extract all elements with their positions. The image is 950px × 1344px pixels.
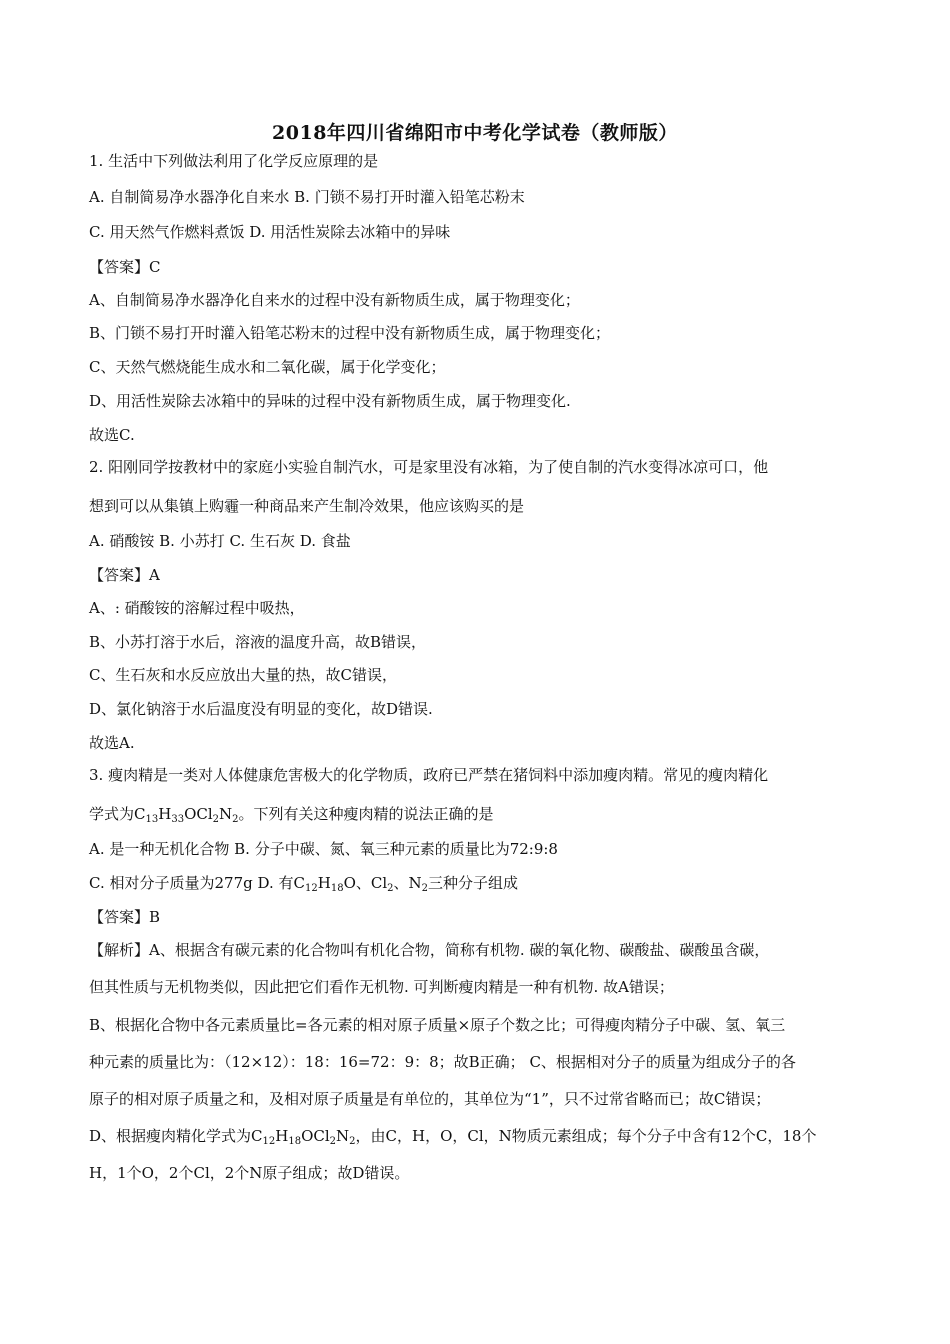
- q3-analysis-line-5: 原子的相对原子质量之和，及相对原子质量是有单位的，其单位为“1”，只不过常省略而已；故C错误；: [89, 1090, 771, 1108]
- q3-formula-2: $C_{12}H_{18}OCl_2N_2$: [251, 1127, 356, 1147]
- page-title: 2018年四川省绵阳市中考化学试卷（教师版）: [272, 122, 678, 144]
- q1-options-ab: A. 自制简易净水器净化自来水 B. 门锁不易打开时灌入铅笔芯粉末: [89, 188, 525, 206]
- q3-analysis-line-7: H，1个O，2个Cl，2个N原子组成；故D错误。: [89, 1164, 410, 1182]
- q1-explanation-c: C、天然气燃烧能生成水和二氧化碳，属于化学变化；: [89, 358, 446, 376]
- q3-analysis-line-6: D、根据瘦肉精化学式为$C_{12}H_{18}OCl_2N_2$，由C，H，O，Cl，N物质元素组成；每个分子中含有12个C，18个: [89, 1127, 817, 1147]
- q1-explanation-a: A、自制简易净水器净化自来水的过程中没有新物质生成，属于物理变化；: [89, 291, 580, 309]
- q2-stem-line-2: 想到可以从集镇上购霾一种商品来产生制冷效果，他应该购买的是: [89, 497, 525, 515]
- q3-stem-prefix: 学式为: [89, 805, 135, 823]
- q1-answer: 【答案】C: [89, 258, 161, 276]
- q2-options: A. 硝酸铵 B. 小苏打 C. 生石灰 D. 食盐: [89, 532, 351, 550]
- q1-stem: 1. 生活中下列做法利用了化学反应原理的是: [89, 152, 379, 170]
- q3-options-cd: [89, 872, 518, 900]
- q1-options-cd: C. 用天然气作燃料煮饭 D. 用活性炭除去冰箱中的异味: [89, 223, 451, 241]
- q3-stem-line-1: 3. 瘦肉精是一类对人体健康危害极大的化学物质，政府已严禁在猪饲料中添加瘦肉精。常见的瘦肉精化: [89, 766, 769, 784]
- q3-stem-line-2: [89, 803, 494, 831]
- q2-explanation-d: D、氯化钠溶于水后温度没有明显的变化，故D错误.: [89, 700, 433, 718]
- q2-stem-line-1: 2. 阳刚同学按教材中的家庭小实验自制汽水，可是家里没有冰箱，为了使自制的汽水变得冰凉可口，他: [89, 458, 769, 476]
- q3-answer: 【答案】B: [89, 908, 161, 926]
- q2-answer: 【答案】A: [89, 566, 160, 584]
- q1-explanation-b: B、门锁不易打开时灌入铅笔芯粉末的过程中没有新物质生成，属于物理变化；: [89, 324, 611, 342]
- q3-option-d-tail: 三种分子组成: [428, 874, 519, 892]
- q2-explanation-a: A、: 硝酸铵的溶解过程中吸热，: [89, 599, 305, 617]
- q1-conclusion: 故选C.: [89, 426, 135, 444]
- q2-explanation-c: C、生石灰和水反应放出大量的热，故C错误，: [89, 666, 397, 684]
- q3-analysis-line-4: 种元素的质量比为：（12×12）：18：16=72：9：8；故B正确； C、根据相对分子的质量为组成分子的各: [89, 1053, 796, 1071]
- q3-option-d-formula: $C_{12}H_{18}O$、$Cl_2$、$N_2$: [293, 874, 429, 894]
- q2-explanation-b: B、小苏打溶于水后，溶液的温度升高，故B错误，: [89, 633, 427, 651]
- q2-conclusion: 故选A.: [89, 734, 135, 752]
- q3-analysis-line-1: 【解析】A、根据含有碳元素的化合物叫有机化合物，简称有机物. 碳的氧化物、碳酸盐、碳酸虽含碳，: [89, 941, 770, 959]
- q3-stem-suffix: 。下列有关这种瘦肉精的说法正确的是: [238, 805, 494, 823]
- q1-explanation-d: D、用活性炭除去冰箱中的异味的过程中没有新物质生成，属于物理变化.: [89, 392, 571, 410]
- q3-formula: $C_{13}H_{33}OCl_2N_2$: [134, 805, 239, 825]
- q3-analysis-line-2: 但其性质与无机物类似，因此把它们看作无机物. 可判断瘦肉精是一种有机物. 故A错误；: [89, 978, 674, 996]
- q3-analysis-line-3: B、根据化合物中各元素质量比=各元素的相对原子质量×原子个数之比；可得瘦肉精分子中碳、氢、氧三: [89, 1016, 786, 1034]
- q3-option-c: C. 相对分子质量为277g D. 有: [89, 874, 294, 892]
- q3-options-ab: A. 是一种无机化合物 B. 分子中碳、氮、氧三种元素的质量比为72:9:8: [89, 840, 558, 858]
